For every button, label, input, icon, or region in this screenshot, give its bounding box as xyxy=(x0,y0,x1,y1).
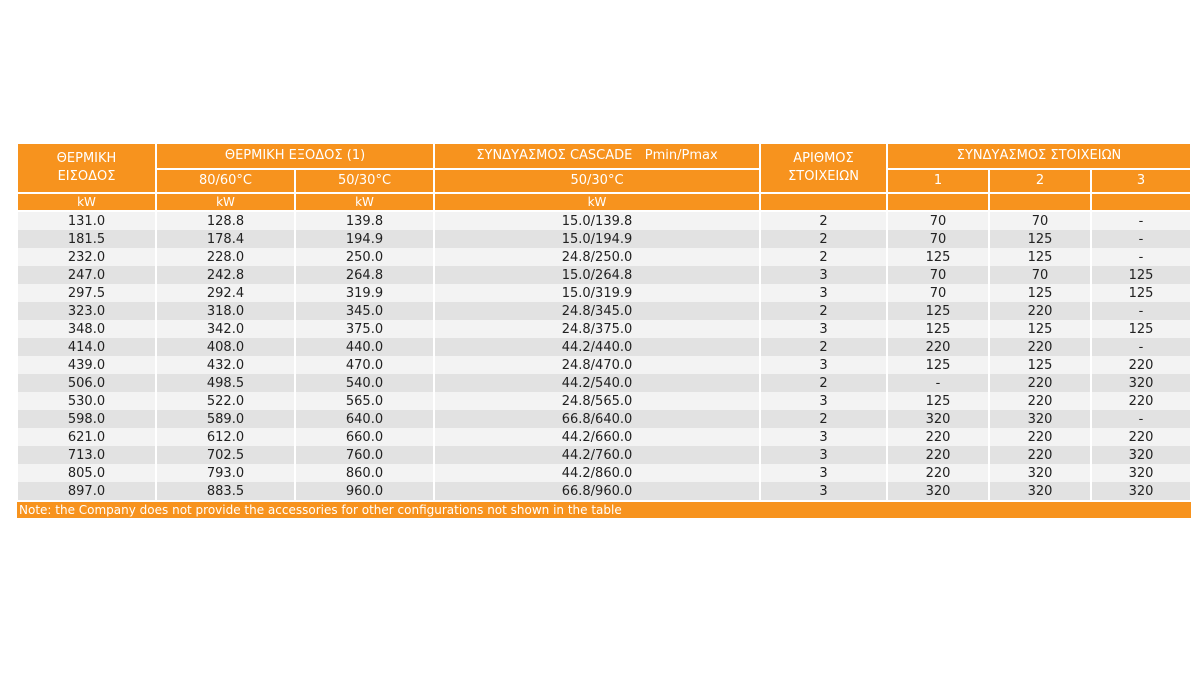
table-cell: 125 xyxy=(1091,266,1191,284)
table-cell: 125 xyxy=(989,320,1091,338)
table-cell: 70 xyxy=(887,284,989,302)
table-cell: 348.0 xyxy=(17,320,156,338)
table-cell: 125 xyxy=(1091,284,1191,302)
table-cell: 66.8/960.0 xyxy=(434,482,760,501)
table-cell: 139.8 xyxy=(295,211,434,230)
header-cascade-temp: 50/30°C xyxy=(434,169,760,193)
table-cell: 44.2/440.0 xyxy=(434,338,760,356)
table-cell: 565.0 xyxy=(295,392,434,410)
table-cell: 760.0 xyxy=(295,446,434,464)
table-cell: 540.0 xyxy=(295,374,434,392)
table-cell: 897.0 xyxy=(17,482,156,501)
table-row xyxy=(17,410,1191,428)
table-cell: 44.2/540.0 xyxy=(434,374,760,392)
table-cell: 125 xyxy=(887,320,989,338)
table-cell: 3 xyxy=(760,356,887,374)
table-cell: 2 xyxy=(760,248,887,266)
unit-cell xyxy=(887,193,989,211)
unit-cell xyxy=(989,193,1091,211)
table-cell: 242.8 xyxy=(156,266,295,284)
table-cell: 220 xyxy=(887,464,989,482)
table-row xyxy=(17,338,1191,356)
table-cell: 612.0 xyxy=(156,428,295,446)
table-cell: 320 xyxy=(1091,446,1191,464)
table-row xyxy=(17,211,1191,230)
table-cell: 194.9 xyxy=(295,230,434,248)
table-cell: - xyxy=(1091,248,1191,266)
table-cell: 24.8/345.0 xyxy=(434,302,760,320)
table-row xyxy=(17,482,1191,501)
table-cell: 3 xyxy=(760,320,887,338)
table-cell: 220 xyxy=(989,374,1091,392)
table-cell: 264.8 xyxy=(295,266,434,284)
table-row xyxy=(17,266,1191,284)
table-cell: - xyxy=(1091,230,1191,248)
header-out-50-30: 50/30°C xyxy=(295,169,434,193)
table-cell: 125 xyxy=(989,284,1091,302)
header-thermal-input: ΘΕΡΜΙΚΗ ΕΙΣΟΔΟΣ xyxy=(17,143,156,193)
table-cell: 2 xyxy=(760,374,887,392)
table-cell: 15.0/264.8 xyxy=(434,266,760,284)
table-cell: 131.0 xyxy=(17,211,156,230)
table-cell: - xyxy=(1091,211,1191,230)
table-cell: 320 xyxy=(887,482,989,501)
table-cell: 70 xyxy=(887,266,989,284)
table-cell: 220 xyxy=(1091,428,1191,446)
cascade-table xyxy=(16,142,1192,518)
unit-cell: kW xyxy=(434,193,760,211)
table-cell: 432.0 xyxy=(156,356,295,374)
table-cell: 70 xyxy=(887,211,989,230)
table-cell: 292.4 xyxy=(156,284,295,302)
table-cell: 414.0 xyxy=(17,338,156,356)
table-cell: 598.0 xyxy=(17,410,156,428)
table-cell: 713.0 xyxy=(17,446,156,464)
table-cell: 125 xyxy=(989,230,1091,248)
table-cell: 70 xyxy=(989,266,1091,284)
table-cell: 24.8/250.0 xyxy=(434,248,760,266)
table-cell: 220 xyxy=(989,446,1091,464)
table-cell: 3 xyxy=(760,266,887,284)
table-cell: 640.0 xyxy=(295,410,434,428)
table-cell: 220 xyxy=(989,338,1091,356)
table-cell: 2 xyxy=(760,230,887,248)
table-cell: 15.0/319.9 xyxy=(434,284,760,302)
table-cell: 589.0 xyxy=(156,410,295,428)
table-cell: 3 xyxy=(760,446,887,464)
table-cell: 220 xyxy=(989,392,1091,410)
table-cell: 24.8/470.0 xyxy=(434,356,760,374)
table-cell: 530.0 xyxy=(17,392,156,410)
cascade-table-container xyxy=(16,142,1190,518)
table-cell: 506.0 xyxy=(17,374,156,392)
header-combination: ΣΥΝΔΥΑΣΜΟΣ ΣΤΟΙΧΕΙΩΝ xyxy=(887,143,1191,169)
table-cell: 228.0 xyxy=(156,248,295,266)
table-cell: 342.0 xyxy=(156,320,295,338)
table-row xyxy=(17,446,1191,464)
units-row xyxy=(17,193,1191,211)
table-row xyxy=(17,464,1191,482)
table-cell: 44.2/760.0 xyxy=(434,446,760,464)
table-cell: 220 xyxy=(1091,356,1191,374)
table-row xyxy=(17,392,1191,410)
table-cell: - xyxy=(1091,302,1191,320)
table-cell: 702.5 xyxy=(156,446,295,464)
table-row xyxy=(17,374,1191,392)
table-cell: 323.0 xyxy=(17,302,156,320)
header-combo-1: 1 xyxy=(887,169,989,193)
table-cell: 70 xyxy=(989,211,1091,230)
table-cell: 297.5 xyxy=(17,284,156,302)
table-cell: 621.0 xyxy=(17,428,156,446)
table-cell: 128.8 xyxy=(156,211,295,230)
table-cell: 319.9 xyxy=(295,284,434,302)
table-row xyxy=(17,248,1191,266)
table-cell: 125 xyxy=(887,302,989,320)
unit-cell: kW xyxy=(17,193,156,211)
table-cell: 125 xyxy=(989,356,1091,374)
unit-cell xyxy=(1091,193,1191,211)
table-cell: 24.8/375.0 xyxy=(434,320,760,338)
table-cell: 220 xyxy=(887,446,989,464)
table-cell: 660.0 xyxy=(295,428,434,446)
table-cell: 883.5 xyxy=(156,482,295,501)
table-cell: 220 xyxy=(989,302,1091,320)
table-cell: 960.0 xyxy=(295,482,434,501)
table-cell: 3 xyxy=(760,464,887,482)
table-cell: 220 xyxy=(989,428,1091,446)
table-cell: 320 xyxy=(1091,464,1191,482)
table-cell: 470.0 xyxy=(295,356,434,374)
table-note: Note: the Company does not provide the accessories for other configurations not shown in the table xyxy=(17,501,1191,518)
table-cell: 125 xyxy=(887,356,989,374)
table-cell: - xyxy=(1091,410,1191,428)
table-row xyxy=(17,302,1191,320)
table-cell: 522.0 xyxy=(156,392,295,410)
table-cell: 2 xyxy=(760,410,887,428)
unit-cell xyxy=(760,193,887,211)
table-cell: 250.0 xyxy=(295,248,434,266)
table-cell: 125 xyxy=(1091,320,1191,338)
table-cell: 125 xyxy=(989,248,1091,266)
table-row xyxy=(17,320,1191,338)
table-cell: 125 xyxy=(887,392,989,410)
table-cell: 440.0 xyxy=(295,338,434,356)
table-cell: 247.0 xyxy=(17,266,156,284)
table-body xyxy=(17,211,1191,501)
table-cell: 3 xyxy=(760,392,887,410)
table-cell: 15.0/194.9 xyxy=(434,230,760,248)
table-cell: 2 xyxy=(760,211,887,230)
table-cell: 3 xyxy=(760,482,887,501)
header-out-80-60: 80/60°C xyxy=(156,169,295,193)
table-cell: - xyxy=(1091,338,1191,356)
table-cell: 375.0 xyxy=(295,320,434,338)
table-cell: 439.0 xyxy=(17,356,156,374)
table-cell: 498.5 xyxy=(156,374,295,392)
table-cell: - xyxy=(887,374,989,392)
table-cell: 3 xyxy=(760,428,887,446)
table-cell: 232.0 xyxy=(17,248,156,266)
table-cell: 2 xyxy=(760,302,887,320)
header-combo-3: 3 xyxy=(1091,169,1191,193)
table-row xyxy=(17,428,1191,446)
table-cell: 320 xyxy=(1091,374,1191,392)
table-cell: 2 xyxy=(760,338,887,356)
table-cell: 320 xyxy=(989,464,1091,482)
table-cell: 793.0 xyxy=(156,464,295,482)
header-thermal-output: ΘΕΡΜΙΚΗ ΕΞΟΔΟΣ (1) xyxy=(156,143,434,169)
table-cell: 15.0/139.8 xyxy=(434,211,760,230)
table-cell: 44.2/660.0 xyxy=(434,428,760,446)
table-row xyxy=(17,284,1191,302)
table-cell: 860.0 xyxy=(295,464,434,482)
header-num-elements: ΑΡΙΘΜΟΣ ΣΤΟΙΧΕΙΩΝ xyxy=(760,143,887,193)
table-cell: 66.8/640.0 xyxy=(434,410,760,428)
table-row xyxy=(17,230,1191,248)
unit-cell: kW xyxy=(295,193,434,211)
table-row xyxy=(17,356,1191,374)
table-cell: 320 xyxy=(989,482,1091,501)
table-cell: 320 xyxy=(1091,482,1191,501)
table-cell: 24.8/565.0 xyxy=(434,392,760,410)
table-cell: 70 xyxy=(887,230,989,248)
table-cell: 178.4 xyxy=(156,230,295,248)
table-cell: 220 xyxy=(1091,392,1191,410)
table-cell: 318.0 xyxy=(156,302,295,320)
table-cell: 320 xyxy=(887,410,989,428)
table-cell: 125 xyxy=(887,248,989,266)
table-cell: 220 xyxy=(887,428,989,446)
table-cell: 44.2/860.0 xyxy=(434,464,760,482)
unit-cell: kW xyxy=(156,193,295,211)
table-cell: 345.0 xyxy=(295,302,434,320)
table-cell: 320 xyxy=(989,410,1091,428)
header-cascade: ΣΥΝΔΥΑΣΜΟΣ CASCADE Pmin/Pmax xyxy=(434,143,760,169)
table-cell: 408.0 xyxy=(156,338,295,356)
table-cell: 3 xyxy=(760,284,887,302)
table-cell: 181.5 xyxy=(17,230,156,248)
table-cell: 220 xyxy=(887,338,989,356)
table-cell: 805.0 xyxy=(17,464,156,482)
header-combo-2: 2 xyxy=(989,169,1091,193)
